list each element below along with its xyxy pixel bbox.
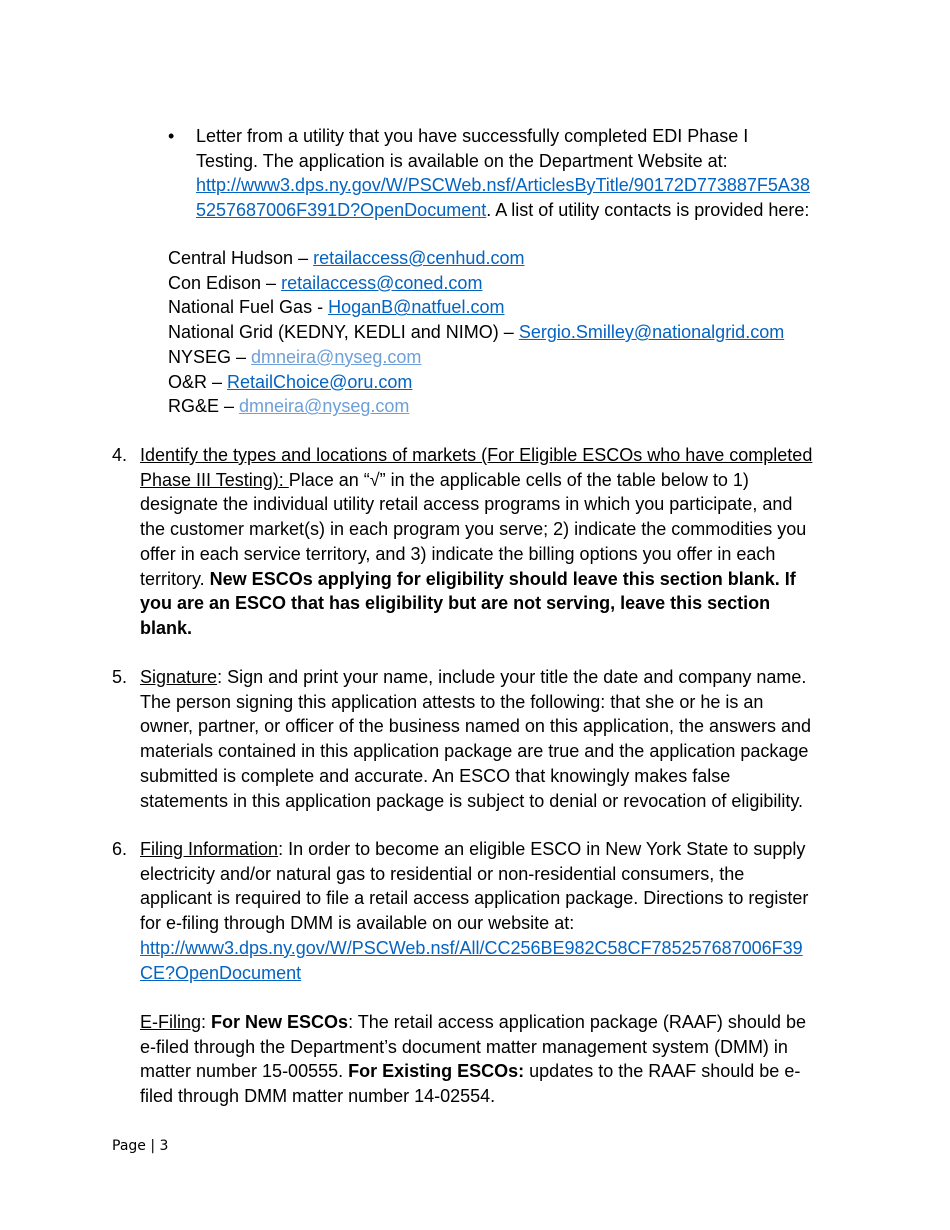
section-6-number: 6. [112, 839, 128, 859]
section-5-line-6: statements in this application package is subject to denial or revocation of eligibility. [140, 790, 804, 811]
application-link-part-2[interactable]: 5257687006F391D?OpenDocument [196, 199, 487, 220]
section-4-text: territory. [140, 568, 210, 589]
section-4-line-2 [140, 468, 749, 493]
section-6-link-line-1 [140, 936, 803, 961]
efiling-text: matter number 15-00555. [140, 1061, 349, 1082]
contact-con-edison [168, 271, 482, 296]
dmm-link-part-1[interactable]: http://www3.dps.ny.gov/W/PSCWeb.nsf/All/CC256BE982C58CF785257687006F39 [140, 937, 803, 958]
section-4-text: Place an “√” in the applicable cells of the table below to 1) [288, 469, 749, 490]
efiling-heading: E-Filing [140, 1012, 202, 1032]
contact-email-link[interactable]: RetailChoice@oru.com [227, 371, 413, 392]
section-4-bold-note: you are an ESCO that has eligibility but are not serving, leave this section [140, 593, 771, 614]
section-4-number: 4. [112, 445, 128, 465]
bullet-line-2: Testing. The application is available on the Department Website at: [196, 150, 728, 171]
contact-email-link[interactable]: Sergio.Smilley@nationalgrid.com [518, 322, 785, 343]
section-6-text: : In order to become an eligible ESCO in New York State to supply [278, 839, 806, 859]
section-4-heading-part-2: Phase III Testing): [140, 469, 289, 490]
section-5-line-4: materials contained in this application package are true and the application package [140, 741, 809, 762]
section-4-line-7 [140, 591, 770, 616]
efiling-new-label: For New ESCOs [211, 1012, 349, 1032]
bullet-after-link: . A list of utility contacts is provided here: [486, 199, 810, 220]
contact-email-link[interactable]: dmneira@nyseg.com [239, 396, 410, 417]
bullet-marker: • [168, 126, 175, 146]
section-4-line-3: designate the individual utility retail access programs in which you participate, and [140, 494, 793, 515]
efiling-text: : The retail access application package (RAAF) should be [348, 1012, 806, 1032]
section-4-line-4: the customer market(s) in each program you serve; 2) indicate the commodities you [140, 519, 807, 540]
contact-national-grid [168, 320, 784, 345]
section-6-heading: Filing Information [140, 839, 279, 859]
section-4-heading: Identify the types and locations of markets (For Eligible ESCOs who have completed [140, 445, 813, 465]
contact-name: Con Edison – [168, 272, 282, 293]
section-5-line-3: owner, partner, or officer of the business named on this application, the answers and [140, 716, 812, 737]
section-6-line-3: applicant is required to file a retail access application package. Directions to register [140, 888, 809, 909]
section-4-bold-note: blank. [140, 617, 193, 638]
bullet-link-line-2 [196, 198, 809, 223]
section-5-text: : Sign and print your name, include your title the date and company name. [217, 667, 807, 687]
contact-email-link[interactable]: dmneira@nyseg.com [251, 346, 422, 367]
section-4-line-5: offer in each service territory, and 3) indicate the billing options you offer in each [140, 543, 776, 564]
contact-name: RG&E – [168, 396, 240, 417]
contact-oandr [168, 370, 412, 395]
bullet-line-1: Letter from a utility that you have successfully completed EDI Phase I [196, 126, 749, 146]
dmm-link-part-2[interactable]: CE?OpenDocument [140, 962, 302, 983]
section-6-line-1 [140, 837, 805, 862]
contact-nyseg [168, 345, 421, 370]
section-5-line-1 [140, 665, 806, 690]
section-4-bold-note: New ESCOs applying for eligibility should leave this section blank. If [209, 568, 796, 589]
contact-email-link[interactable]: retailaccess@cenhud.com [313, 248, 525, 268]
section-6-line-2: electricity and/or natural gas to residential or non-residential consumers, the [140, 863, 745, 884]
efiling-line-2: e-filed through the Department’s document matter management system (DMM) in [140, 1036, 788, 1057]
bullet-link-line-1[interactable] [196, 173, 810, 198]
contact-email-link[interactable]: HoganB@natfuel.com [328, 297, 505, 318]
section-5-line-5: submitted is complete and accurate. An ESCO that knowingly makes false [140, 765, 731, 786]
section-5-number: 5. [112, 667, 128, 687]
section-4-line-6 [140, 567, 796, 592]
contact-name: O&R – [168, 371, 228, 392]
section-5-heading: Signature [140, 667, 218, 687]
section-4-heading-line-1 [140, 443, 812, 468]
contact-email-link[interactable]: retailaccess@coned.com [281, 272, 483, 293]
contact-name: Central Hudson – [168, 248, 314, 268]
contact-national-fuel-gas [168, 295, 504, 320]
efiling-existing-label: For Existing ESCOs: [348, 1061, 525, 1082]
section-6-line-4: for e-filing through DMM is available on our website at: [140, 913, 575, 934]
contact-central-hudson [168, 246, 524, 271]
section-5-line-2: The person signing this application attests to the following: that she or he is an [140, 691, 764, 712]
contact-rge [168, 394, 409, 419]
contact-name: National Fuel Gas - [168, 297, 329, 318]
efiling-line-4: filed through DMM matter number 14-02554. [140, 1086, 496, 1107]
efiling-line-1 [140, 1010, 806, 1035]
efiling-colon: : [201, 1012, 212, 1032]
section-4-line-8 [140, 616, 192, 641]
contact-name: NYSEG – [168, 346, 252, 367]
efiling-text: updates to the RAAF should be e- [524, 1061, 801, 1082]
section-6-link-line-2 [140, 961, 301, 986]
efiling-line-3 [140, 1059, 800, 1084]
application-link-part-1[interactable]: http://www3.dps.ny.gov/W/PSCWeb.nsf/ArticlesByTitle/90172D773887F5A38 [196, 175, 810, 195]
page-number-footer: Page | 3 [112, 1138, 169, 1154]
contact-name: National Grid (KEDNY, KEDLI and NIMO) – [168, 322, 519, 343]
